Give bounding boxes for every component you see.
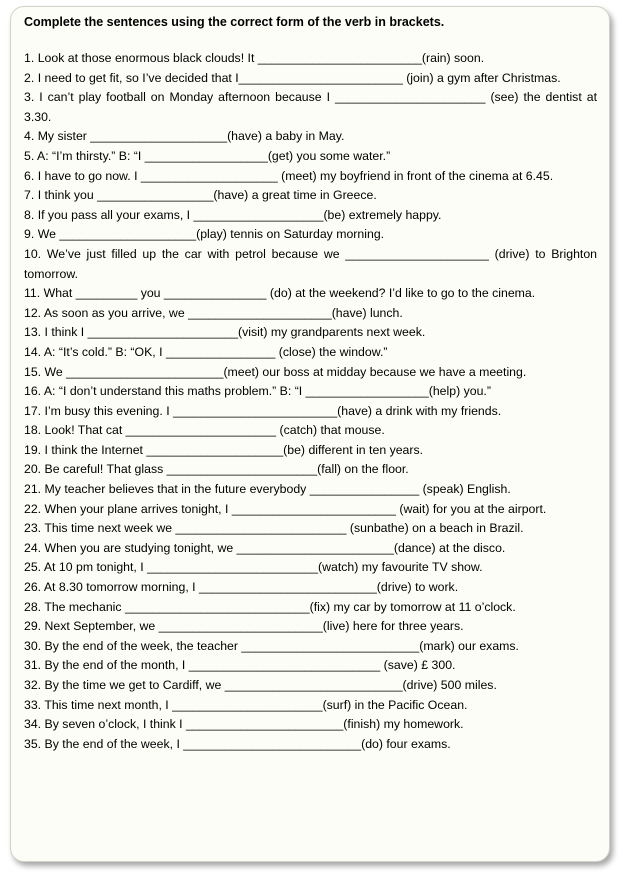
exercise-number: 17. xyxy=(24,403,42,418)
exercise-number: 22. xyxy=(24,501,42,516)
exercise-item xyxy=(24,167,597,187)
exercise-number: 29. xyxy=(24,619,42,634)
exercise-sentence: By the end of the week, I __________________________(do) four exams. xyxy=(44,736,451,751)
exercise-item xyxy=(24,421,597,441)
exercise-sentence: I think the Internet ____________________(be) different in ten years. xyxy=(44,442,424,457)
exercise-number: 30. xyxy=(24,638,42,653)
exercise-number: 3. xyxy=(24,90,35,105)
exercise-item xyxy=(24,382,597,402)
exercise-sentence: At 8.30 tomorrow morning, I __________________________(drive) to work. xyxy=(43,580,459,595)
exercise-number: 4. xyxy=(24,129,35,144)
exercise-sentence: This time next week we _________________________ (sunbathe) on a beach in Brazil. xyxy=(44,521,524,536)
exercise-number: 12. xyxy=(24,305,42,320)
exercise-number: 2. xyxy=(24,70,35,85)
exercise-number: 1. xyxy=(24,51,35,65)
exercise-number: 18. xyxy=(24,423,42,438)
exercise-item xyxy=(24,402,597,422)
exercise-item xyxy=(24,598,597,618)
exercise-item xyxy=(24,69,597,89)
exercise-sentence: Next September, we ________________________(live) here for three years. xyxy=(44,619,464,634)
exercise-item xyxy=(24,617,597,637)
exercise-number: 10. xyxy=(24,246,42,261)
exercise-number: 23. xyxy=(24,521,42,536)
exercise-number: 19. xyxy=(24,442,42,457)
exercise-number: 35. xyxy=(24,736,42,751)
exercise-sentence: By seven o’clock, I think I _______________________(finish) my homework. xyxy=(44,717,464,732)
exercise-sentence: I can’t play football on Monday afternoon because I ______________________ (see) the dentist at 3.30. xyxy=(24,90,597,124)
exercise-sentence: We’ve just filled up the car with petrol because we _____________________ (drive) to Brighton tomorrow. xyxy=(24,246,598,281)
exercise-number: 14. xyxy=(24,344,42,359)
exercise-item xyxy=(24,245,597,284)
exercise-sentence: My sister ____________________(have) a baby in May. xyxy=(37,129,345,144)
exercise-item xyxy=(24,363,597,383)
exercise-number: 32. xyxy=(24,678,42,692)
exercise-number: 9. xyxy=(24,227,35,242)
exercise-number: 28. xyxy=(24,599,42,614)
exercise-number: 7. xyxy=(24,188,35,203)
exercise-item xyxy=(24,127,597,147)
exercise-item xyxy=(24,735,597,755)
exercise-number: 31. xyxy=(24,658,42,673)
exercise-sentence: When your plane arrives tonight, I ________________________ (wait) for you at the airport. xyxy=(44,501,547,516)
exercise-sentence: A: “It’s cold.” B: “OK, I ________________ (close) the window.” xyxy=(43,344,388,359)
exercise-sentence: I think I ______________________(visit) my grandparents next week. xyxy=(44,325,426,340)
exercise-number: 11. xyxy=(24,286,41,301)
exercise-item xyxy=(24,539,597,559)
exercise-item xyxy=(24,460,597,480)
exercise-number: 26. xyxy=(24,580,42,595)
exercise-sentence: This time next month, I ______________________(surf) in the Pacific Ocean. xyxy=(44,697,468,712)
exercise-item xyxy=(24,500,597,520)
exercise-sentence: We _______________________(meet) our boss at midday because we have a meeting. xyxy=(44,364,527,379)
exercise-number: 15. xyxy=(24,364,42,379)
exercise-item xyxy=(24,637,597,657)
exercise-item xyxy=(24,147,597,167)
exercise-sentence: I have to go now. I ____________________ (meet) my boyfriend in front of the cinema at 6.45. xyxy=(37,168,554,183)
exercise-item xyxy=(24,206,597,226)
exercise-sentence: A: “I’m thirsty.” B: “I __________________(get) you some water.” xyxy=(37,148,391,163)
exercise-sentence: I’m busy this evening. I ________________________(have) a drink with my friends. xyxy=(44,403,502,418)
exercise-number: 16. xyxy=(24,384,42,399)
exercise-item xyxy=(24,676,597,696)
exercise-item xyxy=(24,480,597,500)
exercise-number: 33. xyxy=(24,697,42,712)
instructions-heading: Complete the sentences using the correct form of the verb in brackets. xyxy=(24,15,445,29)
exercise-sentence: If you pass all your exams, I ___________________(be) extremely happy. xyxy=(37,207,442,222)
exercise-list xyxy=(24,49,597,754)
exercise-number: 21. xyxy=(24,482,42,497)
exercise-item xyxy=(24,519,597,539)
exercise-item xyxy=(24,49,597,69)
exercise-number: 20. xyxy=(24,462,42,477)
exercise-item xyxy=(24,225,597,245)
exercise-sentence: The mechanic ___________________________(fix) my car by tomorrow at 11 o’clock. xyxy=(44,599,516,614)
exercise-item xyxy=(24,343,597,363)
exercise-number: 5. xyxy=(24,148,35,163)
exercise-sentence: I think you _________________(have) a great time in Greece. xyxy=(37,188,377,203)
exercise-item xyxy=(24,88,597,127)
worksheet xyxy=(10,6,610,862)
exercise-sentence: Be careful! That glass ______________________(fall) on the floor. xyxy=(44,462,409,477)
exercise-number: 13. xyxy=(24,325,42,340)
exercise-item xyxy=(24,715,597,735)
exercise-item xyxy=(24,323,597,343)
exercise-sentence: What _________ you _______________ (do) at the weekend? I’d like to go to the cinema. xyxy=(43,286,536,301)
exercise-number: 25. xyxy=(24,560,42,575)
exercise-item xyxy=(24,441,597,461)
exercise-sentence: I need to get fit, so I’ve decided that I________________________ (join) a gym after Christmas. xyxy=(37,70,561,85)
exercise-item xyxy=(24,696,597,716)
exercise-item xyxy=(24,304,597,324)
exercise-number: 24. xyxy=(24,540,42,555)
exercise-sentence: Look! That cat ______________________ (catch) that mouse. xyxy=(44,423,385,438)
exercise-item xyxy=(24,656,597,676)
exercise-item xyxy=(24,558,597,578)
exercise-sentence: By the end of the week, the teacher __________________________(mark) our exams. xyxy=(44,638,519,653)
exercise-sentence: My teacher believes that in the future everybody ________________ (speak) English. xyxy=(44,482,511,497)
exercise-item xyxy=(24,578,597,598)
exercise-sentence: By the end of the month, I ____________________________ (save) £ 300. xyxy=(44,658,456,673)
exercise-number: 8. xyxy=(24,207,35,222)
exercise-sentence: At 10 pm tonight, I _________________________(watch) my favourite TV show. xyxy=(43,560,483,575)
exercise-number: 34. xyxy=(24,717,42,732)
exercise-sentence: We ____________________(play) tennis on Saturday morning. xyxy=(37,227,385,242)
exercise-sentence: As soon as you arrive, we _____________________(have) lunch. xyxy=(43,305,403,320)
exercise-number: 6. xyxy=(24,168,35,183)
exercise-sentence: When you are studying tonight, we _______________________(dance) at the disco. xyxy=(44,540,506,555)
exercise-item xyxy=(24,186,597,206)
exercise-sentence: Look at those enormous black clouds! It ________________________(rain) soon. xyxy=(37,51,485,65)
exercise-sentence: By the time we get to Cardiff, we __________________________(drive) 500 miles. xyxy=(44,678,497,692)
exercise-sentence: A: “I don’t understand this maths problem.” B: “I __________________(help) you.” xyxy=(43,384,491,399)
exercise-item xyxy=(24,284,597,304)
